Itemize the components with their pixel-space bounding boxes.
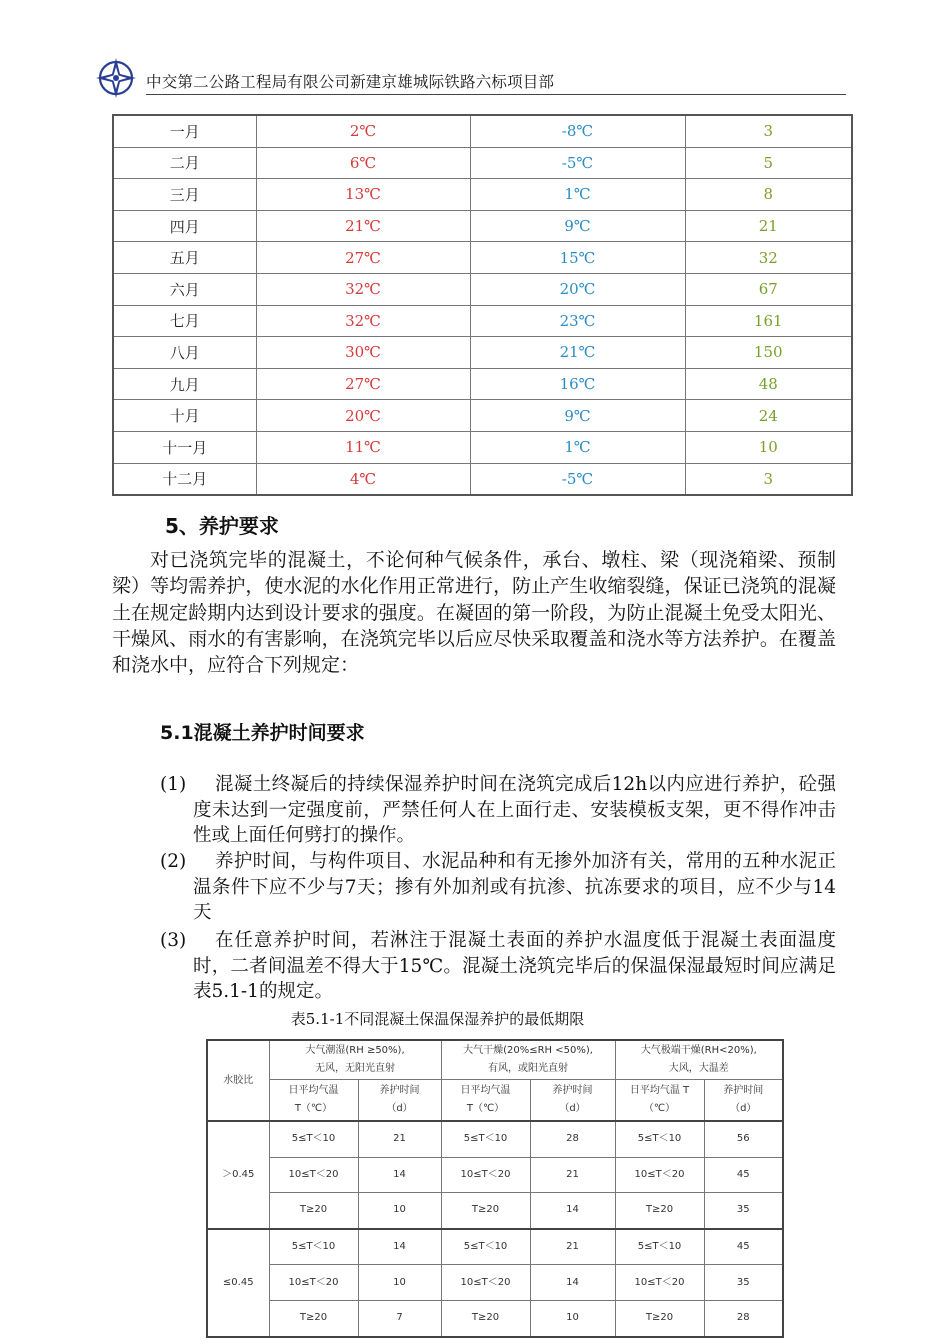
table-row: [113, 463, 852, 495]
table-row: [113, 337, 852, 369]
month-cell: 九月: [113, 368, 256, 400]
temperature-range-cell: 5≤T＜10: [441, 1229, 530, 1265]
low-temp-cell: 9℃: [470, 210, 685, 242]
subheader-line: 养护时间: [552, 1085, 593, 1096]
table-row: [113, 115, 852, 147]
list-item-text: 混凝土终凝后的持续保湿养护时间在浇筑完成后12h以内应进行养护，砼强度未达到一定强度前，严禁任何人在上面行走、安装模板支架，更不得作冲击性或上面任何劈打的操作。: [193, 774, 836, 846]
high-temp-cell: 2℃: [256, 115, 470, 147]
rainfall-cell: 48: [685, 368, 852, 400]
temperature-range-cell: 5≤T＜10: [269, 1229, 358, 1265]
subheader-cell: [704, 1080, 783, 1122]
table-row: [207, 1300, 783, 1336]
high-temp-cell: 21℃: [256, 210, 470, 242]
table-row: [207, 1121, 783, 1157]
rainfall-cell: 8: [685, 179, 852, 211]
subheader-line: （d）: [559, 1103, 586, 1114]
table-row: [113, 305, 852, 337]
group-header-line: 大气极端干燥(RH<20%),: [640, 1045, 757, 1056]
temperature-range-cell: 5≤T＜10: [615, 1229, 704, 1265]
climate-table: [112, 114, 853, 496]
company-name: 中交第二公路工程局有限公司新建京雄城际铁路六标项目部: [146, 73, 555, 91]
rainfall-cell: 32: [685, 242, 852, 274]
group-header-line: 有风，或阳光直射: [488, 1063, 569, 1074]
high-temp-cell: 32℃: [256, 305, 470, 337]
table-row: [113, 368, 852, 400]
intro-paragraph: 对已浇筑完毕的混凝土，不论何种气候条件，承台、墩柱、梁（现浇箱梁、预制梁）等均需养护，使水泥的水化作用正常进行，防止产生收缩裂缝，保证已浇筑的混凝土在规定龄期内达到设计要求的强度。在凝固的第一阶段，为防止混凝土免受太阳光、干燥风、雨水的有害影响，在浇筑完毕以后应尽快采取覆盖和浇水等方法养护。在覆盖和浇水中，应符合下列规定：: [112, 549, 836, 677]
section-heading: 5、养护要求: [165, 514, 279, 538]
month-cell: 一月: [113, 115, 256, 147]
header-divider: [146, 94, 846, 95]
table-header-row: [207, 1040, 783, 1080]
month-cell: 十二月: [113, 463, 256, 495]
rainfall-cell: 150: [685, 337, 852, 369]
curing-days-cell: 10: [358, 1193, 441, 1229]
low-temp-cell: -8℃: [470, 115, 685, 147]
temperature-range-cell: T≥20: [269, 1193, 358, 1229]
rainfall-cell: 67: [685, 273, 852, 305]
table-row: [113, 147, 852, 179]
subheader-line: 养护时间: [723, 1085, 764, 1096]
curing-days-cell: 21: [358, 1121, 441, 1157]
table-row: [113, 400, 852, 432]
month-cell: 七月: [113, 305, 256, 337]
list-item: [160, 772, 836, 849]
curing-days-cell: 14: [530, 1193, 615, 1229]
month-cell: 四月: [113, 210, 256, 242]
low-temp-cell: 1℃: [470, 431, 685, 463]
group-header-line: 无风，无阳光直射: [315, 1063, 395, 1074]
curing-days-cell: 14: [358, 1229, 441, 1265]
subheader-cell: [358, 1080, 441, 1122]
temperature-range-cell: 5≤T＜10: [615, 1121, 704, 1157]
subheader-cell: [530, 1080, 615, 1122]
list-item: [160, 928, 836, 1005]
curing-days-cell: 35: [704, 1265, 783, 1301]
temperature-range-cell: T≥20: [441, 1193, 530, 1229]
curing-days-cell: 45: [704, 1229, 783, 1265]
page-header: [94, 56, 854, 102]
month-cell: 三月: [113, 179, 256, 211]
curing-days-cell: 14: [358, 1157, 441, 1193]
month-cell: 八月: [113, 337, 256, 369]
subheader-line: （d）: [730, 1103, 757, 1114]
low-temp-cell: 15℃: [470, 242, 685, 274]
low-temp-cell: -5℃: [470, 147, 685, 179]
high-temp-cell: 6℃: [256, 147, 470, 179]
rainfall-cell: 24: [685, 400, 852, 432]
rainfall-cell: 10: [685, 431, 852, 463]
climate-table-body: [113, 115, 852, 495]
subheader-cell: [441, 1080, 530, 1122]
table-caption: [0, 1008, 950, 1029]
high-temp-cell: 4℃: [256, 463, 470, 495]
ratio-header: 水胶比: [207, 1040, 269, 1121]
rainfall-cell: 21: [685, 210, 852, 242]
subheader-cell: [269, 1080, 358, 1122]
month-cell: 五月: [113, 242, 256, 274]
temperature-range-cell: 10≤T＜20: [615, 1265, 704, 1301]
table-row: [113, 242, 852, 274]
month-cell: 十月: [113, 400, 256, 432]
high-temp-cell: 27℃: [256, 368, 470, 400]
month-cell: 二月: [113, 147, 256, 179]
high-temp-cell: 27℃: [256, 242, 470, 274]
temperature-range-cell: T≥20: [441, 1300, 530, 1336]
rainfall-cell: 5: [685, 147, 852, 179]
table-row: [207, 1157, 783, 1193]
high-temp-cell: 11℃: [256, 431, 470, 463]
subheader-line: 日平均气温: [288, 1085, 339, 1096]
subheader-line: T（℃）: [294, 1103, 333, 1114]
table-row: [113, 210, 852, 242]
group-header-line: 大气干燥(20%≤RH <50%),: [463, 1045, 593, 1056]
curing-days-cell: 10: [530, 1300, 615, 1336]
group-header-line: 大气潮湿(RH ≥50%),: [305, 1045, 405, 1056]
list-item-number: (2): [160, 851, 187, 872]
high-temp-cell: 32℃: [256, 273, 470, 305]
temperature-range-cell: 10≤T＜20: [441, 1265, 530, 1301]
low-temp-cell: 20℃: [470, 273, 685, 305]
list-item-text: 养护时间，与构件项目、水泥品种和有无掺外加济有关，常用的五种水泥正温条件下应不少与7天；掺有外加剂或有抗渗、抗冻要求的项目，应不少与14天: [193, 851, 836, 923]
subsection-heading: 5.1混凝土养护时间要求: [160, 722, 365, 744]
curing-days-cell: 56: [704, 1121, 783, 1157]
temperature-range-cell: 10≤T＜20: [269, 1265, 358, 1301]
subheader-line: T（℃）: [466, 1103, 505, 1114]
low-temp-cell: 9℃: [470, 400, 685, 432]
temperature-range-cell: 10≤T＜20: [441, 1157, 530, 1193]
high-temp-cell: 30℃: [256, 337, 470, 369]
list-item-number: (1): [160, 774, 187, 795]
temperature-range-cell: 5≤T＜10: [441, 1121, 530, 1157]
group-header: [441, 1040, 615, 1080]
table-row: [113, 179, 852, 211]
curing-days-cell: 14: [530, 1265, 615, 1301]
table-row: [113, 273, 852, 305]
high-temp-cell: 13℃: [256, 179, 470, 211]
table-row: [207, 1229, 783, 1265]
subheader-line: 日平均气温 T: [629, 1085, 690, 1096]
curing-days-cell: 21: [530, 1229, 615, 1265]
low-temp-cell: -5℃: [470, 463, 685, 495]
group-header: [615, 1040, 783, 1080]
temperature-range-cell: T≥20: [269, 1300, 358, 1336]
curing-days-cell: 35: [704, 1193, 783, 1229]
table-row: [113, 431, 852, 463]
subheader-line: （℃）: [643, 1103, 676, 1114]
table-caption-text: 表5.1-1不同混凝土保温保湿养护的最低期限: [290, 1010, 585, 1028]
ratio-cell: ≤0.45: [207, 1229, 269, 1337]
high-temp-cell: 20℃: [256, 400, 470, 432]
low-temp-cell: 21℃: [470, 337, 685, 369]
low-temp-cell: 1℃: [470, 179, 685, 211]
temperature-range-cell: 10≤T＜20: [615, 1157, 704, 1193]
low-temp-cell: 16℃: [470, 368, 685, 400]
curing-days-cell: 28: [704, 1300, 783, 1336]
curing-days-cell: 10: [358, 1265, 441, 1301]
low-temp-cell: 23℃: [470, 305, 685, 337]
curing-days-cell: 45: [704, 1157, 783, 1193]
group-header-line: 大风，大温差: [668, 1063, 729, 1074]
list-item-number: (3): [160, 930, 187, 951]
group-header: [269, 1040, 441, 1080]
curing-days-cell: 21: [530, 1157, 615, 1193]
table-row: [207, 1193, 783, 1229]
curing-days-cell: 28: [530, 1121, 615, 1157]
ratio-cell: ＞0.45: [207, 1121, 269, 1229]
subheader-cell: [615, 1080, 704, 1122]
rainfall-cell: 161: [685, 305, 852, 337]
temperature-range-cell: T≥20: [615, 1193, 704, 1229]
subheader-line: （d）: [386, 1103, 413, 1114]
temperature-range-cell: T≥20: [615, 1300, 704, 1336]
curing-days-cell: 7: [358, 1300, 441, 1336]
table-subheader-row: [207, 1080, 783, 1122]
curing-table-body: [207, 1040, 783, 1337]
list-item: [160, 849, 836, 926]
temperature-range-cell: 10≤T＜20: [269, 1157, 358, 1193]
month-cell: 十一月: [113, 431, 256, 463]
subheader-line: 日平均气温: [460, 1085, 511, 1096]
rainfall-cell: 3: [685, 115, 852, 147]
subheader-line: 养护时间: [379, 1085, 420, 1096]
company-logo-icon: [94, 56, 138, 100]
month-cell: 六月: [113, 273, 256, 305]
list-item-text: 在任意养护时间，若淋注于混凝土表面的养护水温度低于混凝土表面温度时，二者间温差不得大于15℃。混凝土浇筑完毕后的保温保湿最短时间应满足表5.1-1的规定。: [193, 930, 836, 1002]
curing-time-table: [206, 1039, 784, 1338]
table-row: [207, 1265, 783, 1301]
temperature-range-cell: 5≤T＜10: [269, 1121, 358, 1157]
rainfall-cell: 3: [685, 463, 852, 495]
